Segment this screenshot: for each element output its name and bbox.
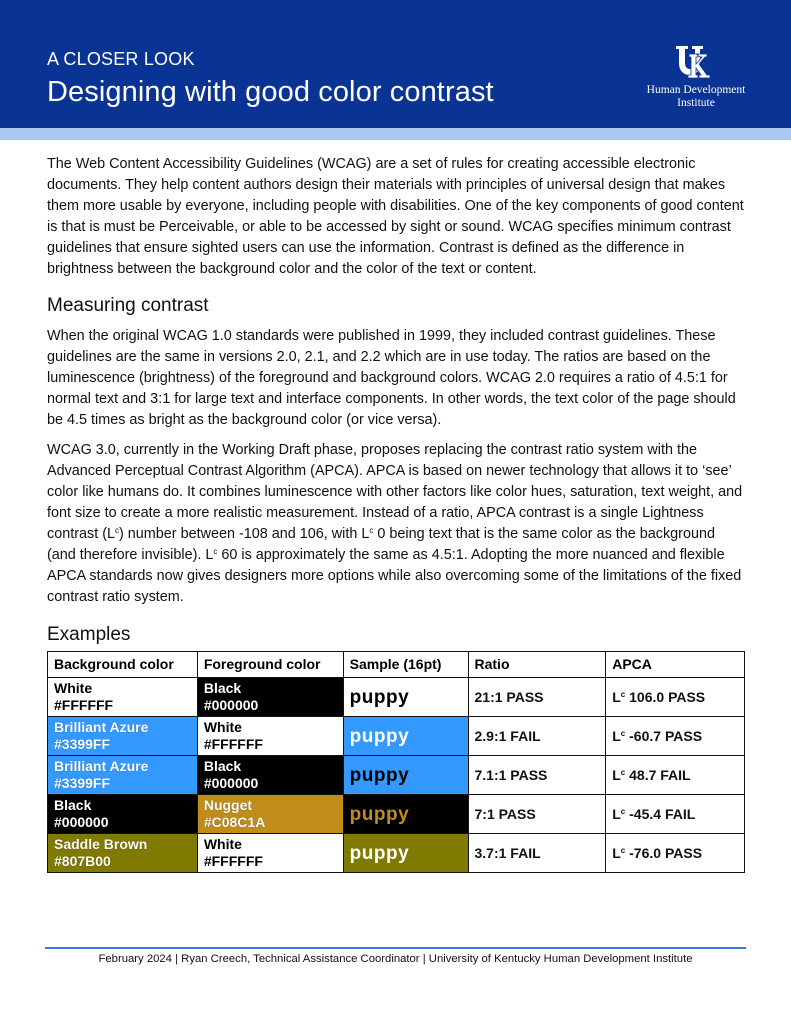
color-hex: #FFFFFF (203, 736, 263, 752)
column-header: Sample (16pt) (343, 652, 468, 678)
color-name: Black (203, 758, 242, 774)
foreground-color-cell (197, 834, 343, 873)
apca-value: 48.7 FAIL (629, 766, 691, 783)
color-hex: #C08C1A (203, 814, 266, 830)
color-hex: #000000 (203, 697, 259, 713)
column-header: Background color (48, 652, 198, 678)
color-name: Black (203, 680, 242, 696)
p2-part-b: ) number between -108 and 106, with L (118, 526, 370, 542)
apca-value: 106.0 PASS (629, 688, 706, 705)
examples-table (47, 651, 745, 873)
apca-value: -76.0 PASS (629, 844, 703, 861)
footer-text: February 2024 | Ryan Creech, Technical Assistance Coordinator | University of Kentucky Human Development Institute (98, 953, 693, 965)
color-hex: #3399FF (54, 736, 111, 752)
ratio-cell: 7.1:1 PASS (468, 756, 606, 795)
column-header: Ratio (468, 652, 606, 678)
header-banner (0, 0, 791, 128)
p2-part-a: WCAG 3.0, currently in the Working Draft phase, proposes replacing the contrast ratio system with the Advanced Perceptual Contrast Algorithm (APCA). APCA is based on newer technology that allows it to ‘see’ color like humans do. It combines luminescence with other factors like color hues, saturation, text weight, and font size to create a more realistic measurement. Instead of a ratio, APCA contrast is a single Lightness contrast (L (47, 442, 743, 542)
ratio-cell: 2.9:1 FAIL (468, 717, 606, 756)
superscript-c: c (114, 526, 119, 535)
p2-part-d: 60 is approximately the same as 4.5:1. Adopting the more nuanced and flexible APCA standards now gives designers more options while also overcoming some of the limitations of the fixed contrast ratio system. (47, 547, 742, 605)
color-hex: #FFFFFF (203, 853, 263, 869)
apca-sup: c (620, 689, 626, 699)
superscript-c: c (369, 526, 374, 535)
apca-prefix: L (612, 688, 621, 705)
apca-cell (606, 795, 745, 834)
apca-sup: c (620, 767, 626, 777)
apca-value: -45.4 FAIL (629, 805, 696, 822)
apca-cell (606, 678, 745, 717)
table-row (48, 756, 745, 795)
apca-prefix: L (612, 844, 621, 861)
apca-sup: c (620, 806, 626, 816)
ratio-cell: 7:1 PASS (468, 795, 606, 834)
background-color-cell (48, 834, 198, 873)
color-name: White (203, 836, 242, 852)
header-stripe (0, 128, 791, 140)
table-row (48, 678, 745, 717)
table-header-row (48, 652, 745, 678)
color-name: Black (54, 797, 92, 813)
color-name: Brilliant Azure (54, 719, 149, 735)
apca-cell (606, 834, 745, 873)
logo-caption-line2: Institute (677, 97, 715, 109)
uk-hdi-logo (636, 44, 756, 110)
color-hex: #000000 (203, 775, 259, 791)
sample-cell: puppy (343, 678, 468, 717)
ratio-cell: 3.7:1 FAIL (468, 834, 606, 873)
color-hex: #3399FF (54, 775, 111, 791)
color-hex: #807B00 (54, 853, 111, 869)
apca-cell (606, 756, 745, 795)
superscript-c: c (213, 547, 218, 556)
foreground-color-cell (197, 678, 343, 717)
sample-cell: puppy (343, 795, 468, 834)
apca-prefix: L (612, 766, 621, 783)
column-header: APCA (606, 652, 745, 678)
background-color-cell (48, 795, 198, 834)
measuring-heading: Measuring contrast (47, 295, 209, 316)
color-name: Saddle Brown (54, 836, 148, 852)
background-color-cell (48, 756, 198, 795)
apca-prefix: L (612, 805, 621, 822)
foreground-color-cell (197, 717, 343, 756)
foreground-color-cell (197, 795, 343, 834)
apca-value: -60.7 PASS (629, 727, 703, 744)
table-row (48, 795, 745, 834)
color-name: Nugget (203, 797, 253, 813)
intro-paragraph: The Web Content Accessibility Guidelines (WCAG) are a set of rules for creating accessible electronic documents. They help content authors design their materials with principles of universal design that makes them more usable by everyone, including people with disabilities. One of the key components of good content is that is must be Perceivable, or able to be accessed by sight or sound. WCAG specifies minimum contrast guidelines that ensure sighted users can use the information. Contrast is defined as the difference in brightness between the background color and the color of the text or content. (47, 156, 744, 277)
foreground-color-cell (197, 756, 343, 795)
measuring-paragraph-1: When the original WCAG 1.0 standards were published in 1999, they included contrast guidelines. These guidelines are the same in versions 2.0, 2.1, and 2.2 which are in use today. The ratios are based on the luminescence (brightness) of the foreground and background colors. WCAG 2.0 requires a ratio of 4.5:1 for normal text and 3:1 for large text and interface components. In other words, the text color of the page should be 4.5 times as bright as the background color (or vice versa). (47, 328, 736, 428)
color-hex: #FFFFFF (54, 697, 114, 713)
examples-heading: Examples (47, 624, 131, 645)
apca-prefix: L (612, 727, 621, 744)
logo-caption (636, 84, 756, 110)
measuring-paragraph-2 (47, 440, 747, 608)
color-name: Brilliant Azure (54, 758, 149, 774)
background-color-cell (48, 717, 198, 756)
main-content (47, 154, 747, 873)
apca-sup: c (620, 728, 626, 738)
background-color-cell (48, 678, 198, 717)
column-header: Foreground color (197, 652, 343, 678)
apca-sup: c (620, 845, 626, 855)
p2-part-c: 0 being text that is the same color as the background (and therefore invisible). L (47, 526, 715, 563)
apca-cell (606, 717, 745, 756)
eyebrow-label: A CLOSER LOOK (47, 49, 195, 69)
color-name: White (203, 719, 242, 735)
uk-logo-icon (674, 44, 718, 80)
ratio-cell: 21:1 PASS (468, 678, 606, 717)
sample-cell: puppy (343, 834, 468, 873)
sample-cell: puppy (343, 717, 468, 756)
table-row (48, 834, 745, 873)
footer-divider (45, 947, 746, 949)
sample-cell: puppy (343, 756, 468, 795)
table-row (48, 717, 745, 756)
page-title: Designing with good color contrast (47, 76, 494, 108)
color-hex: #000000 (54, 814, 109, 830)
logo-caption-line1: Human Development (646, 84, 746, 96)
color-name: White (54, 680, 93, 696)
